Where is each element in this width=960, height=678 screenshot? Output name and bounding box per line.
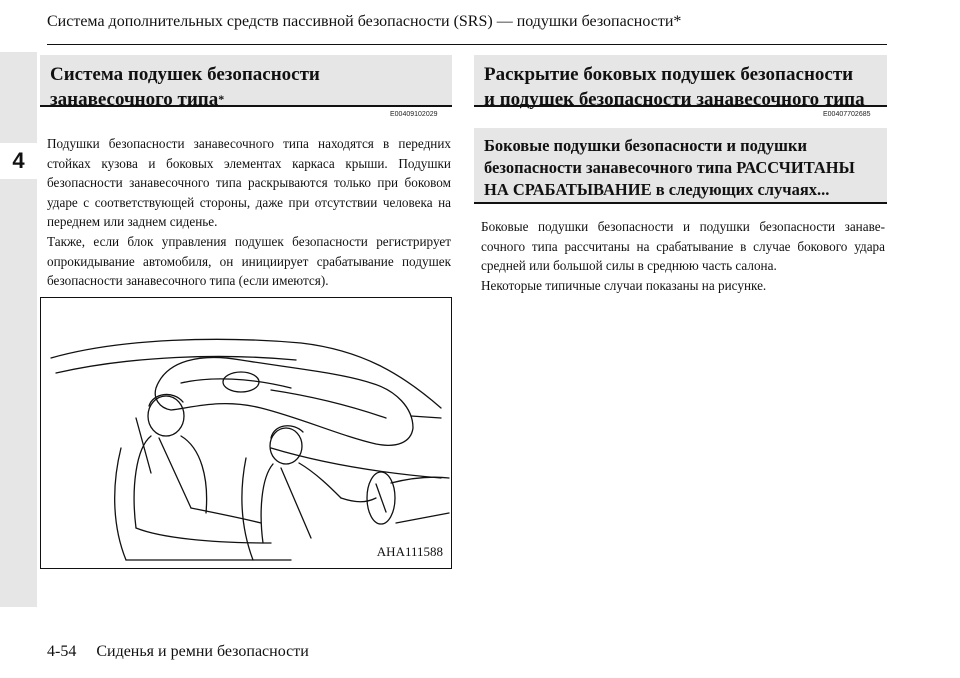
header-rule	[47, 44, 887, 45]
right-paragraph-2: Некоторые типичные случаи показаны на рисунке.	[481, 277, 767, 293]
section-code: E00409102029	[390, 111, 438, 118]
illustration-drawing	[41, 298, 451, 568]
left-paragraph-2: Также, если блок управления подушек безопасности регистрирует опрокидывание автомобиля, он инициирует срабатывание подушек безопасности занавесочного типа (если имеются).	[47, 233, 451, 289]
section-title-deployment	[474, 55, 887, 110]
chapter-sidebar	[0, 52, 37, 607]
section-title-line2-wrap	[50, 87, 442, 112]
running-header: Система дополнительных средств пассивной безопасности (SRS) — подушки безопасности*	[47, 13, 682, 30]
right-body-text	[481, 217, 885, 295]
section-title-line2: и подушек безопасности занавесочного типа	[484, 89, 865, 110]
page-footer	[47, 642, 309, 662]
subheading-line1: Боковые подушки безопасности и подушки	[484, 136, 807, 155]
section-title-line2: занавесочного типа	[50, 89, 219, 110]
footer-section: Сиденья и ремни безопасности	[96, 643, 309, 660]
chapter-tab: 4	[0, 143, 37, 179]
right-paragraph-1: Боковые подушки безопасности и подушки безопасности занавесочного типа рассчитаны на срабатывание в случае бокового удара средней или большой силы в среднюю часть салона.	[481, 219, 885, 274]
section-title-line1: Система подушек безопасности	[50, 64, 320, 85]
optional-equipment-star: *	[218, 92, 225, 106]
left-body-text	[47, 134, 451, 291]
curtain-airbag-illustration	[40, 297, 452, 569]
section-code: E00407702685	[823, 111, 871, 118]
deployment-subheading	[474, 128, 887, 204]
figure-label: AHA111588	[376, 544, 443, 559]
section-title-line1: Раскрытие боковых подушек безопасности	[484, 64, 854, 85]
page-number: 4-54	[47, 643, 77, 660]
subheading-line2: безопасности занавесочного типа РАССЧИТАНЫ	[484, 158, 855, 177]
left-paragraph-1: Подушки безопасности занавесочного типа находятся в передних стойках кузова и боковых элементах каркаса крыши. Подушки безопасности занавесочного типа раскрываются только при боковом ударе с соответствующей стороны, даже при отсутствии человека на переднем или заднем сиденье.	[47, 136, 451, 230]
section-title-curtain-airbags	[40, 55, 452, 110]
subheading-line3: НА СРАБАТЫВАНИЕ в следующих случаях...	[484, 180, 830, 199]
